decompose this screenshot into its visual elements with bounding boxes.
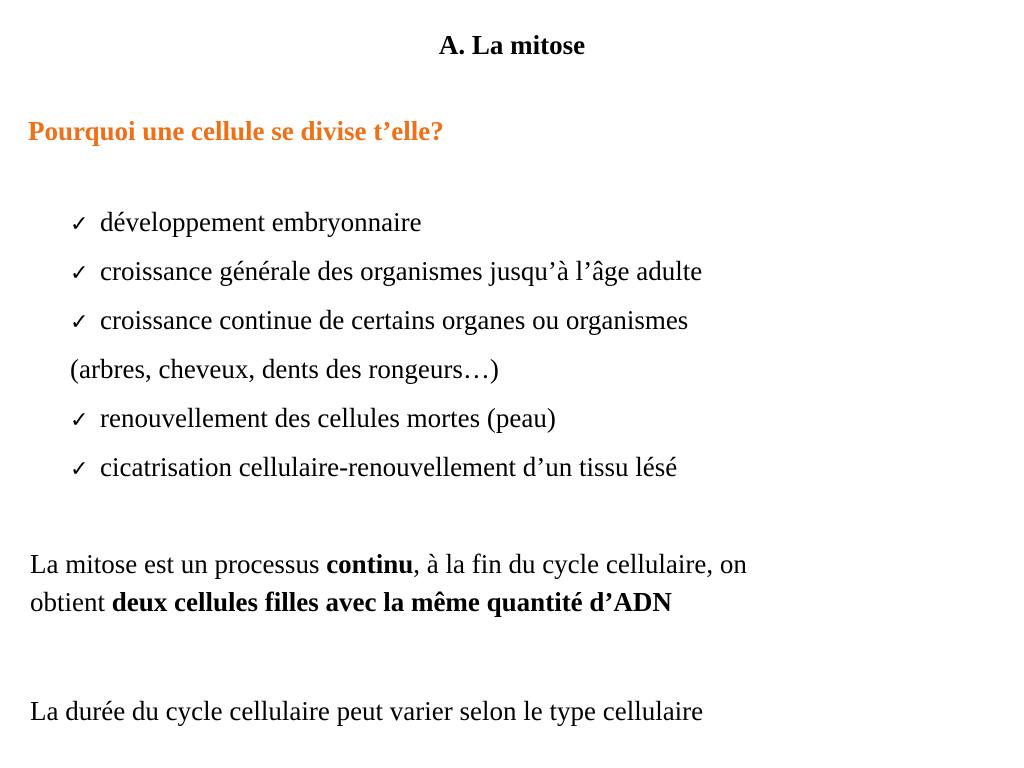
paragraph-bold-text: deux cellules filles avec la même quantité d’ADN (111, 587, 672, 617)
duree-paragraph: La durée du cycle cellulaire peut varier selon le type cellulaire (30, 696, 704, 726)
checkmark-icon: ✓ (70, 310, 89, 335)
checkmark-icon: ✓ (70, 212, 89, 237)
list-item (70, 247, 702, 296)
list-item-continuation (70, 345, 702, 394)
paragraph-text: , à la fin du cycle cellulaire, on (413, 549, 747, 579)
list-item (70, 198, 702, 247)
paragraph-text: La mitose est un processus (30, 549, 327, 579)
list-item (70, 296, 702, 345)
list-item-text: développement embryonnaire (100, 207, 422, 237)
paragraph-text: obtient (30, 587, 112, 617)
reasons-list (70, 198, 702, 492)
paragraph-line (30, 545, 747, 583)
list-item-text: croissance continue de certains organes ou organismes (100, 305, 689, 335)
list-item (70, 443, 702, 492)
checkmark-icon: ✓ (70, 261, 89, 286)
list-item-text: croissance générale des organismes jusqu’à l’âge adulte (100, 256, 703, 286)
slide-title: A. La mitose (438, 30, 586, 60)
list-item-text: (arbres, cheveux, dents des rongeurs…) (70, 354, 499, 384)
paragraph-bold-text: continu (326, 549, 414, 579)
paragraph-line (30, 583, 747, 621)
list-item-text: renouvellement des cellules mortes (peau) (100, 403, 556, 433)
mitose-paragraph (30, 545, 747, 621)
checkmark-icon: ✓ (70, 457, 89, 482)
list-item-text: cicatrisation cellulaire-renouvellement d’un tissu lésé (100, 452, 678, 482)
question-heading: Pourquoi une cellule se divise t’elle? (28, 116, 444, 146)
list-item (70, 394, 702, 443)
checkmark-icon: ✓ (70, 408, 89, 433)
